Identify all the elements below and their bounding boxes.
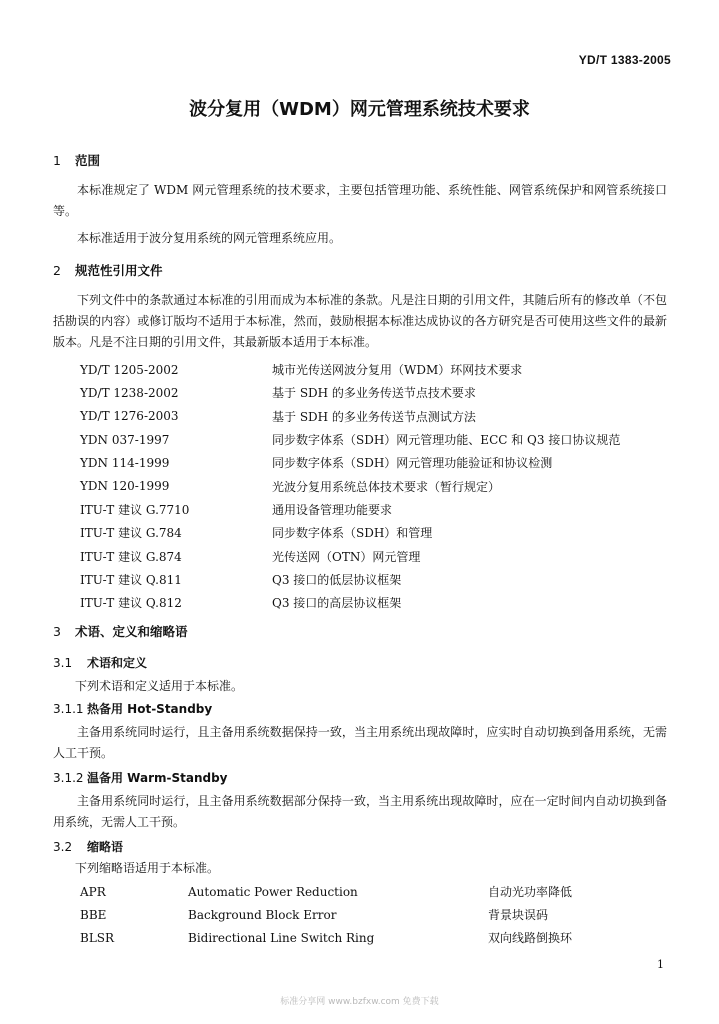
abbreviation-list xyxy=(80,880,680,949)
standard-code: YD/T 1383-2005 xyxy=(578,53,671,67)
reference-row xyxy=(80,405,680,428)
reference-code: ITU-T 建议 G.874 xyxy=(80,549,182,564)
reference-row xyxy=(80,568,680,591)
reference-title: 通用设备管理功能要求 xyxy=(272,502,393,517)
section-3-1-2-heading xyxy=(53,769,228,786)
abbreviation-code: APR xyxy=(80,884,106,899)
reference-title: 基于 SDH 的多业务传送节点技术要求 xyxy=(272,386,476,401)
section-title: 热备用 Hot-Standby xyxy=(87,702,213,716)
footer-watermark: 标准分享网 www.bzfxw.com 免费下载 xyxy=(280,997,439,1007)
section-title: 规范性引用文件 xyxy=(75,263,163,278)
abbreviation-code: BLSR xyxy=(80,930,115,945)
reference-title: Q3 接口的高层协议框架 xyxy=(272,596,402,611)
section-title: 缩略语 xyxy=(87,840,124,854)
section-number: 3.2 xyxy=(53,840,73,854)
abbreviation-chinese: 双向线路倒换环 xyxy=(488,931,573,945)
reference-row xyxy=(80,358,680,381)
reference-row xyxy=(80,381,680,404)
reference-code: YDN 114-1999 xyxy=(80,455,170,470)
section-1-heading xyxy=(53,151,100,169)
section-1-paragraph-2: 本标准适用于波分复用系统的网元管理系统应用。 xyxy=(77,231,342,245)
section-3-1-1-paragraph: 主备用系统同时运行，且主备用系统数据保持一致，当主用系统出现故障时，应实时自动切换到备用系统，无需人工干预。 xyxy=(53,725,667,760)
reference-code: YD/T 1276-2003 xyxy=(80,409,179,424)
abbreviation-english: Bidirectional Line Switch Ring xyxy=(188,930,375,945)
abbreviation-chinese: 背景块误码 xyxy=(488,908,549,922)
reference-row xyxy=(80,451,680,474)
abbreviation-code: BBE xyxy=(80,907,107,922)
section-3-2-paragraph: 下列缩略语适用于本标准。 xyxy=(75,861,220,875)
reference-code: YDN 037-1997 xyxy=(80,432,170,447)
section-2-heading xyxy=(53,261,163,279)
section-title: 温备用 Warm-Standby xyxy=(87,771,228,785)
reference-title: 光波分复用系统总体技术要求（暂行规定） xyxy=(272,479,501,494)
abbreviation-chinese: 自动光功率降低 xyxy=(488,885,573,899)
section-number: 3.1 xyxy=(53,656,73,670)
abbreviation-english: Background Block Error xyxy=(188,907,337,922)
section-3-1-paragraph: 下列术语和定义适用于本标准。 xyxy=(75,679,244,693)
reference-code: YD/T 1205-2002 xyxy=(80,362,179,377)
reference-code: YDN 120-1999 xyxy=(80,479,170,494)
section-3-1-1-heading xyxy=(53,700,212,717)
reference-title: 基于 SDH 的多业务传送节点测试方法 xyxy=(272,409,476,424)
reference-code: ITU-T 建议 Q.812 xyxy=(80,596,182,611)
reference-row xyxy=(80,544,680,567)
document-title: 波分复用（WDM）网元管理系统技术要求 xyxy=(189,99,530,120)
section-title: 范围 xyxy=(75,153,101,168)
reference-title: 光传送网（OTN）网元管理 xyxy=(272,549,421,564)
section-title: 术语、定义和缩略语 xyxy=(75,624,188,639)
reference-title: Q3 接口的低层协议框架 xyxy=(272,572,402,587)
section-1-paragraph-1: 本标准规定了 WDM 网元管理系统的技术要求，主要包括管理功能、系统性能、网管系统保护和网管系统接口等。 xyxy=(53,183,667,218)
reference-title: 城市光传送网波分复用（WDM）环网技术要求 xyxy=(272,363,523,378)
reference-row xyxy=(80,428,680,451)
reference-code: ITU-T 建议 G.7710 xyxy=(80,502,190,517)
reference-row xyxy=(80,498,680,521)
reference-title: 同步数字体系（SDH）网元管理功能验证和协议检测 xyxy=(272,456,553,471)
section-3-heading xyxy=(53,622,188,640)
reference-code: ITU-T 建议 Q.811 xyxy=(80,572,182,587)
section-3-1-heading xyxy=(53,654,147,671)
section-title: 术语和定义 xyxy=(87,656,148,670)
abbreviation-row xyxy=(80,880,680,903)
reference-list xyxy=(80,358,680,614)
section-number: 2 xyxy=(53,263,61,278)
section-3-1-2-paragraph: 主备用系统同时运行，且主备用系统数据部分保持一致，当主用系统出现故障时，应在一定时间内自动切换到备用系统，无需人工干预。 xyxy=(53,794,667,829)
reference-row xyxy=(80,521,680,544)
reference-code: ITU-T 建议 G.784 xyxy=(80,526,182,541)
section-2-paragraph-1: 下列文件中的条款通过本标准的引用而成为本标准的条款。凡是注日期的引用文件，其随后所有的修改单（不包括勘误的内容）或修订版均不适用于本标准，然而，鼓励根据本标准达成协议的各方研究是否可使用这些文件的最新版本。凡是不注日期的引用文件，其最新版本适用于本标准。 xyxy=(53,293,667,349)
reference-code: YD/T 1238-2002 xyxy=(80,385,179,400)
abbreviation-english: Automatic Power Reduction xyxy=(188,884,358,899)
section-number: 3.1.2 xyxy=(53,771,84,785)
section-number: 3 xyxy=(53,624,61,639)
reference-title: 同步数字体系（SDH）网元管理功能、ECC 和 Q3 接口协议规范 xyxy=(272,433,621,448)
section-3-2-heading xyxy=(53,838,123,855)
reference-title: 同步数字体系（SDH）和管理 xyxy=(272,526,433,541)
section-number: 1 xyxy=(53,153,61,168)
page-number: 1 xyxy=(657,958,664,971)
section-number: 3.1.1 xyxy=(53,702,84,716)
abbreviation-row xyxy=(80,926,680,949)
reference-row xyxy=(80,474,680,497)
abbreviation-row xyxy=(80,903,680,926)
reference-row xyxy=(80,591,680,614)
